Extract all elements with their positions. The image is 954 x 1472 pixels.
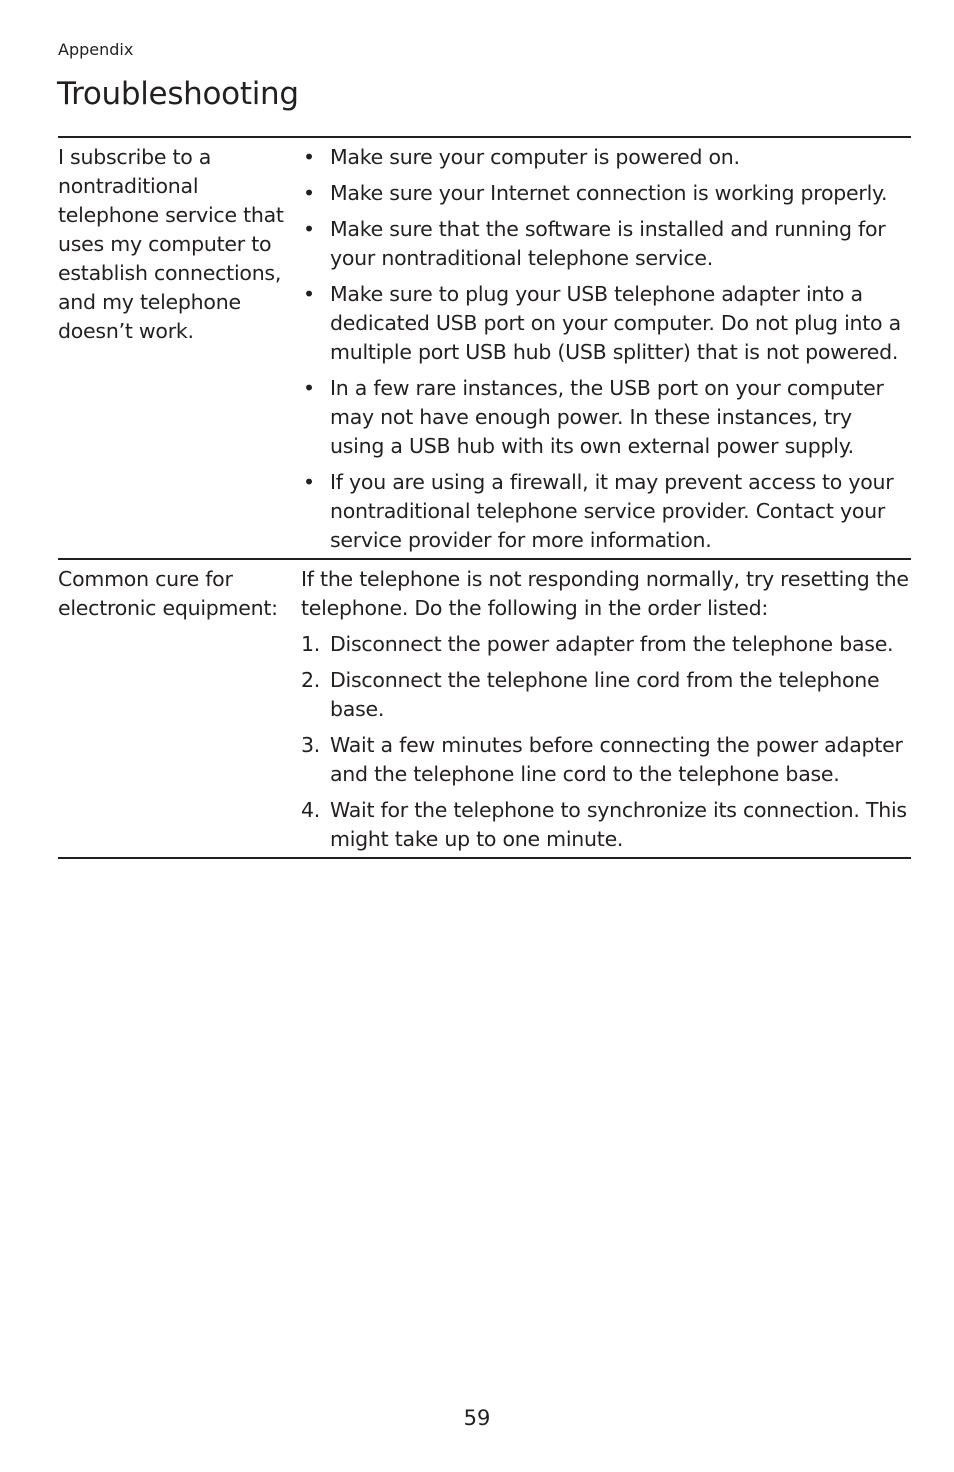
list-item (301, 143, 911, 172)
step-number: 3. (301, 733, 321, 757)
list-item (301, 179, 911, 208)
list-item (301, 280, 911, 367)
list-item (301, 796, 911, 854)
list-item-text: Make sure your Internet connection is working properly. (330, 181, 888, 205)
list-item (301, 666, 911, 724)
section-label: Appendix (58, 40, 134, 59)
step-number: 4. (301, 798, 321, 822)
numbered-list (301, 630, 911, 854)
list-item-text: Disconnect the telephone line cord from the telephone base. (330, 668, 880, 721)
list-item (301, 468, 911, 555)
bullet-marker: • (303, 181, 315, 205)
problem-cell: Common cure for electronic equipment: (58, 567, 278, 620)
bullet-marker: • (303, 217, 315, 241)
list-item (301, 374, 911, 461)
table-row (58, 560, 911, 859)
bullet-marker: • (303, 376, 315, 400)
list-item-text: Wait for the telephone to synchronize its connection. This might take up to one minute. (330, 798, 907, 851)
page-number: 59 (463, 1406, 491, 1430)
step-number: 1. (301, 632, 321, 656)
problem-cell: I subscribe to a nontraditional telephone service that uses my computer to establish connections, and my telephone doesn’t work. (58, 145, 284, 343)
solution-intro: If the telephone is not responding normally, try resetting the telephone. Do the following in the order listed: (301, 567, 909, 620)
list-item (301, 215, 911, 273)
troubleshooting-table (58, 136, 911, 859)
bullet-marker: • (303, 470, 315, 494)
list-item-text: Wait a few minutes before connecting the power adapter and the telephone line cord to the telephone base. (330, 733, 903, 786)
list-item-text: Make sure that the software is installed and running for your nontraditional telephone service. (330, 217, 886, 270)
list-item-text: If you are using a firewall, it may prevent access to your nontraditional telephone service provider. Contact your service provider for more information. (330, 470, 894, 552)
bullet-marker: • (303, 145, 315, 169)
step-number: 2. (301, 668, 321, 692)
table-row (58, 138, 911, 560)
solution-cell (301, 565, 911, 854)
list-item-text: Make sure your computer is powered on. (330, 145, 740, 169)
list-item (301, 731, 911, 789)
page-title: Troubleshooting (57, 76, 299, 112)
list-item (301, 630, 911, 659)
bullet-list (301, 143, 911, 555)
solution-cell (301, 143, 911, 555)
list-item-text: Disconnect the power adapter from the telephone base. (330, 632, 894, 656)
list-item-text: In a few rare instances, the USB port on your computer may not have enough power. In these instances, try using a USB hub with its own external power supply. (330, 376, 884, 458)
bullet-marker: • (303, 282, 315, 306)
list-item-text: Make sure to plug your USB telephone adapter into a dedicated USB port on your computer. Do not plug into a multiple port USB hub (USB splitter) that is not powered. (330, 282, 901, 364)
